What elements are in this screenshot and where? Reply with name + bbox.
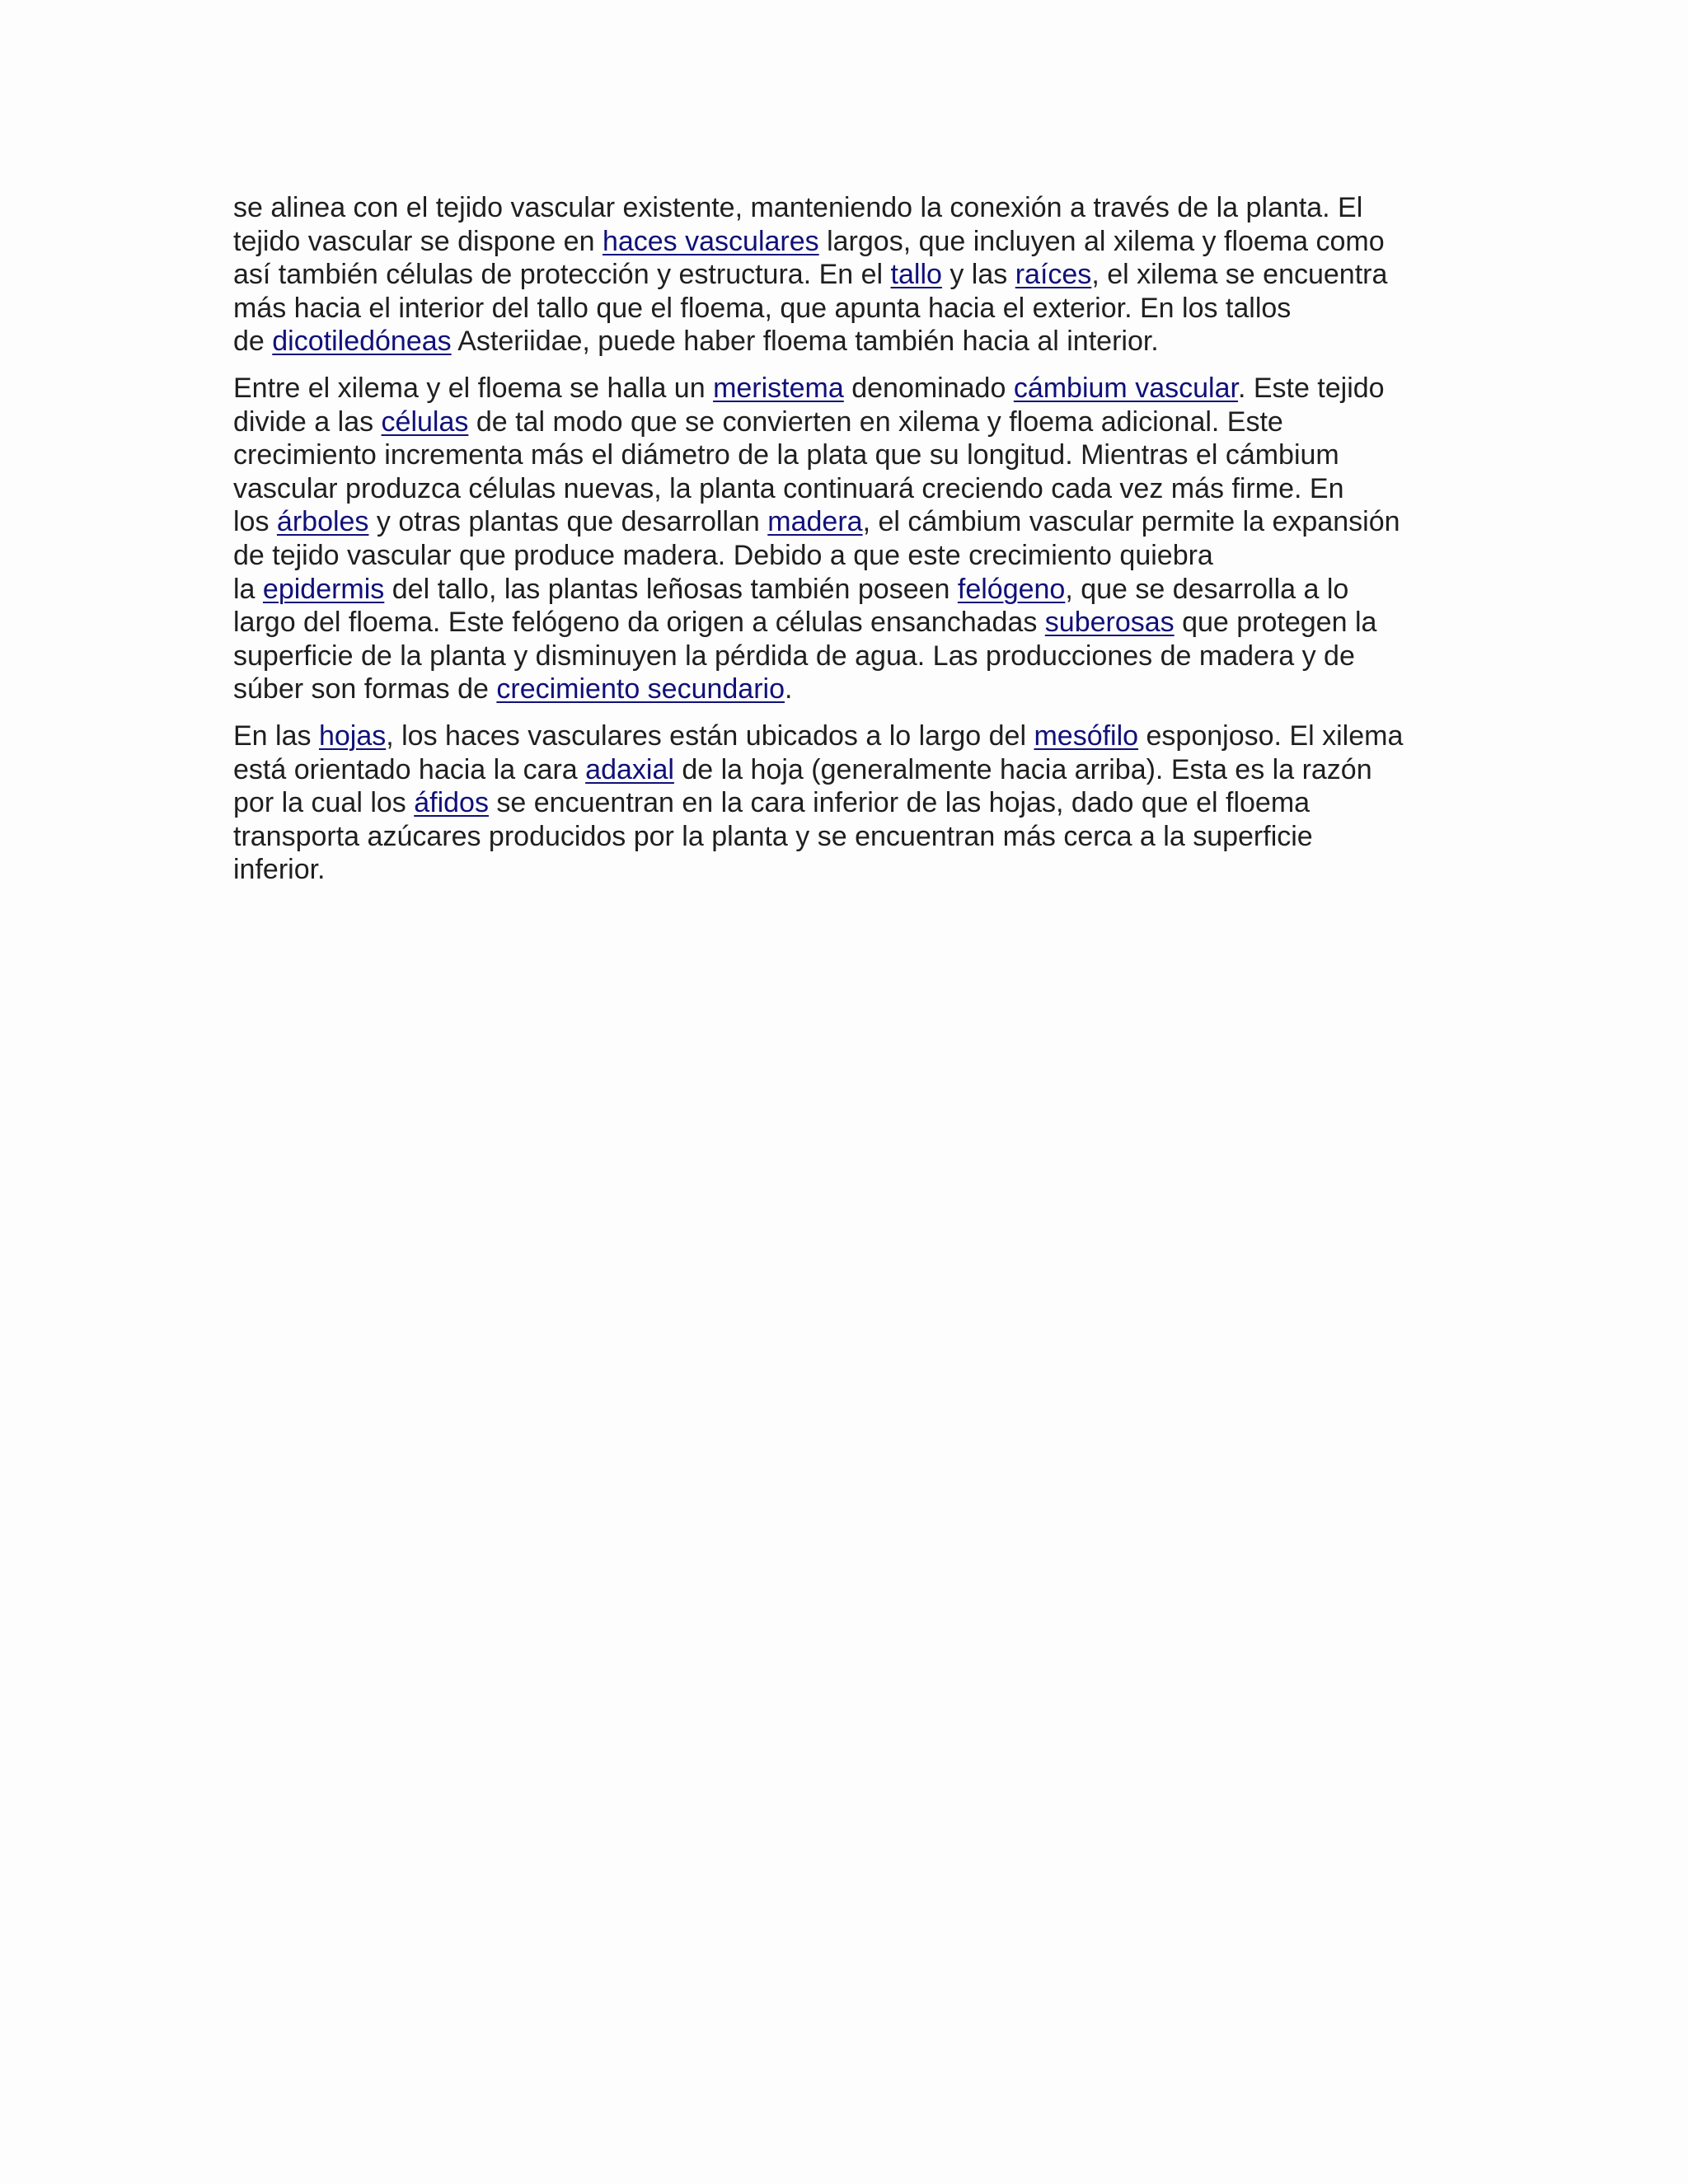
text-segment: se encuentran en la cara inferior de las hojas, dado que el floema (488, 787, 1311, 819)
text-segment: superficie de la planta y disminuyen la pérdida de agua. Las producciones de madera y de (233, 640, 1355, 672)
hyperlink[interactable]: áfidos (414, 787, 489, 819)
text-segment: de tal modo que se convierten en xilema y floema adicional. Este (468, 405, 1283, 438)
hyperlink[interactable]: madera (767, 506, 863, 538)
text-segment: de tejido vascular que produce madera. Debido a que este crecimiento quiebra (233, 539, 1213, 571)
text-line (233, 438, 1453, 472)
hyperlink[interactable]: mesófilo (1034, 719, 1139, 752)
text-segment: , el xilema se encuentra (1091, 259, 1388, 291)
hyperlink[interactable]: árboles (276, 506, 369, 538)
text-segment: esponjoso. El xilema (1138, 719, 1404, 752)
text-line (233, 505, 1453, 539)
text-line (233, 539, 1453, 573)
text-segment: la (233, 573, 263, 605)
text-segment: inferior. (233, 854, 326, 886)
text-segment: tejido vascular se dispone en (233, 225, 603, 257)
text-segment: , los haces vasculares están ubicados a lo largo del (386, 719, 1034, 752)
hyperlink[interactable]: suberosas (1044, 607, 1175, 639)
text-segment: y las (941, 259, 1015, 291)
text-segment: denominado (843, 372, 1014, 404)
text-segment: Asteriidae, puede haber floema también hacia al interior. (451, 326, 1159, 358)
text-segment: súber son formas de (233, 673, 497, 705)
text-segment: . Este tejido (1237, 372, 1385, 404)
text-segment: está orientado hacia la cara (233, 753, 586, 785)
hyperlink[interactable]: tallo (890, 259, 942, 291)
text-segment: y otras plantas que desarrollan (368, 506, 768, 538)
text-segment: de (233, 326, 273, 358)
hyperlink[interactable]: meristema (713, 372, 844, 404)
hyperlink[interactable]: cámbium vascular (1013, 372, 1238, 404)
paragraph-2 (233, 372, 1453, 706)
paragraph-3 (233, 719, 1453, 887)
hyperlink[interactable]: células (381, 405, 469, 438)
hyperlink[interactable]: dicotiledóneas (272, 326, 452, 358)
hyperlink[interactable]: haces vasculares (602, 225, 819, 257)
paragraph-1 (233, 191, 1453, 359)
text-segment: divide a las (233, 405, 382, 438)
text-segment: largo del floema. Este felógeno da origen a células ensanchadas (233, 607, 1045, 639)
document-body (233, 191, 1453, 900)
hyperlink[interactable]: crecimiento secundario (496, 673, 785, 705)
text-line (233, 820, 1453, 854)
text-line (233, 606, 1453, 640)
text-segment: transporta azúcares producidos por la planta y se encuentran más cerca a la superficie (233, 820, 1313, 852)
text-segment: por la cual los (233, 787, 415, 819)
text-segment: así también células de protección y estructura. En el (233, 259, 891, 291)
hyperlink[interactable]: raíces (1015, 259, 1092, 291)
text-segment: más hacia el interior del tallo que el floema, que apunta hacia el exterior. En los tallos (233, 292, 1292, 324)
text-segment: del tallo, las plantas leñosas también poseen (384, 573, 958, 605)
text-line (233, 753, 1453, 787)
hyperlink[interactable]: adaxial (585, 753, 674, 785)
text-segment: , que se desarrolla a lo (1065, 573, 1349, 605)
text-line (233, 573, 1453, 607)
text-line (233, 719, 1453, 753)
text-line (233, 472, 1453, 506)
text-segment: En las (233, 719, 319, 752)
text-segment: Entre el xilema y el floema se halla un (233, 372, 714, 404)
text-segment: , el cámbium vascular permite la expansión (862, 506, 1400, 538)
text-line (233, 372, 1453, 405)
text-segment: que protegen la (1174, 607, 1377, 639)
text-line (233, 673, 1453, 706)
text-line (233, 292, 1453, 326)
text-line (233, 191, 1453, 225)
text-segment: se alinea con el tejido vascular existente, manteniendo la conexión a través de la planta. El (233, 192, 1363, 223)
text-line (233, 258, 1453, 292)
text-segment: de la hoja (generalmente hacia arriba). Esta es la razón (673, 753, 1372, 785)
text-segment: largos, que incluyen al xilema y floema como (818, 225, 1385, 257)
text-line (233, 325, 1453, 359)
text-line (233, 640, 1453, 673)
text-segment: . (785, 673, 793, 705)
text-segment: crecimiento incrementa más el diámetro de la plata que su longitud. Mientras el cámbium (233, 439, 1339, 471)
text-segment: vascular produzca células nuevas, la planta continuará creciendo cada vez más firme. En (233, 472, 1344, 504)
text-line (233, 225, 1453, 259)
hyperlink[interactable]: epidermis (262, 573, 385, 605)
text-line (233, 786, 1453, 820)
text-line (233, 405, 1453, 439)
text-segment: los (233, 506, 277, 538)
hyperlink[interactable]: felógeno (957, 573, 1066, 605)
text-line (233, 853, 1453, 887)
hyperlink[interactable]: hojas (318, 719, 387, 752)
